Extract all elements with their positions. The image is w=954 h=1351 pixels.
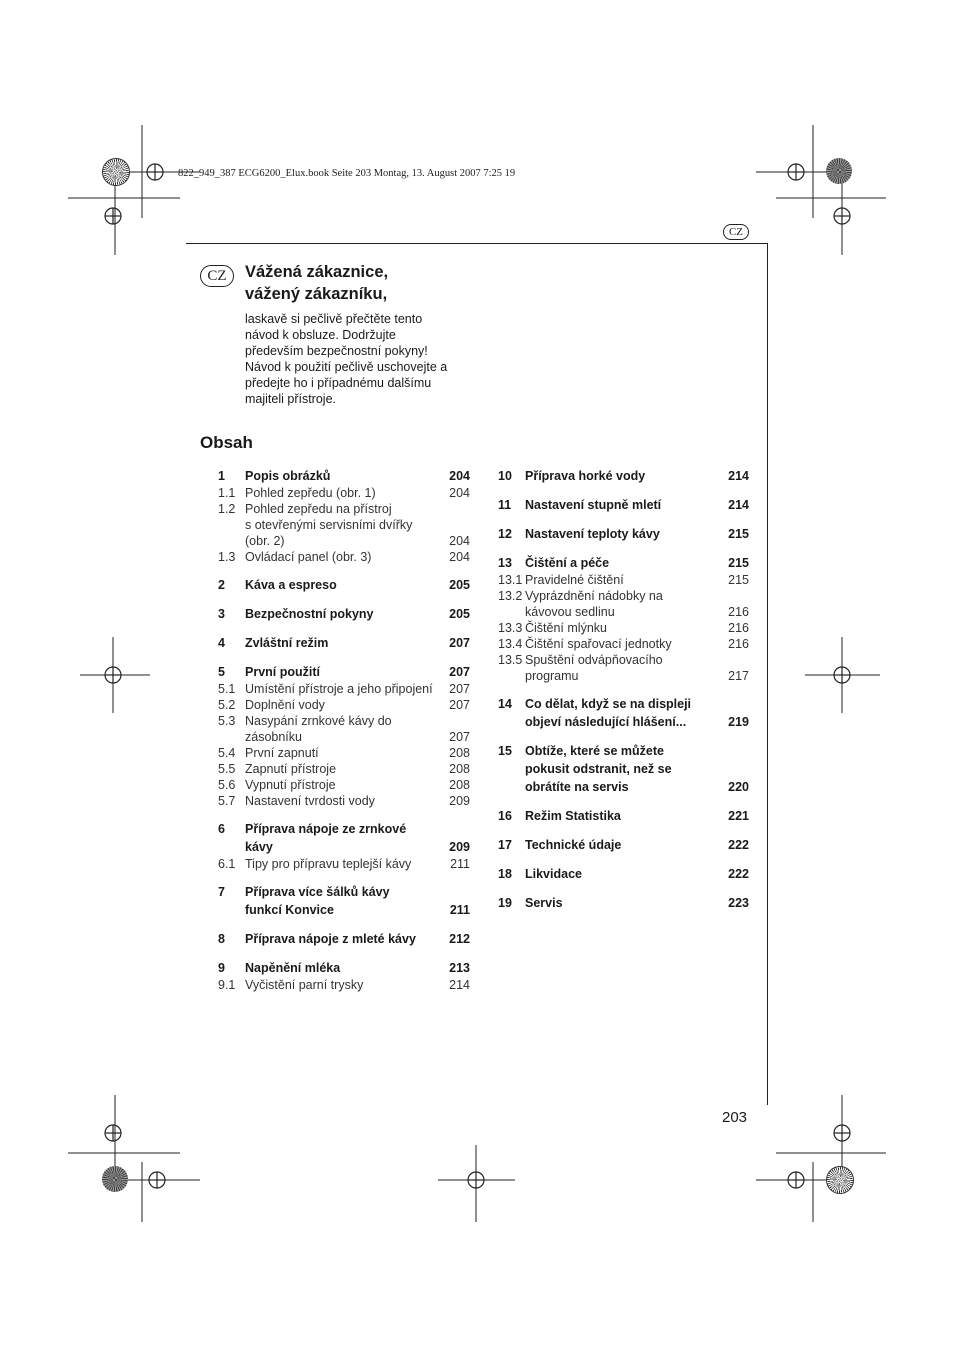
- intro-line: laskavě si pečlivě přečtěte tento: [245, 312, 423, 326]
- toc-entry-page: 216: [728, 621, 749, 635]
- toc-entry-number: 17: [498, 838, 512, 852]
- toc-entry-page: 207: [449, 682, 470, 696]
- toc-entry-number: 5: [218, 665, 225, 679]
- toc-entry-title: [525, 652, 749, 684]
- toc-entry-title: [245, 605, 470, 623]
- toc-section-entry: [218, 663, 470, 681]
- toc-entry-title-line: Nastavení tvrdosti vody: [245, 794, 375, 808]
- toc-entry-number: 16: [498, 809, 512, 823]
- toc-entry-title-line: První zapnutí: [245, 746, 319, 760]
- toc-entry-title-line: Doplnění vody: [245, 698, 325, 712]
- toc-entry-title: [525, 894, 749, 912]
- toc-subsection-entry: [498, 620, 749, 636]
- toc-entry-number: 6: [218, 822, 225, 836]
- toc-entry-number: 13.4: [498, 637, 523, 651]
- toc-entry-number: 11: [498, 498, 512, 512]
- greeting-heading: [245, 261, 388, 305]
- toc-entry-number: 7: [218, 885, 225, 899]
- registration-rosette-bottom-right: [826, 1166, 854, 1194]
- toc-entry-page: 221: [728, 809, 749, 823]
- toc-entry-page: 204: [449, 486, 470, 500]
- toc-subsection-entry: [218, 793, 470, 809]
- toc-entry-page: 213: [449, 961, 470, 975]
- toc-entry-title-line: Pohled zepředu na přístroj: [245, 502, 392, 516]
- toc-entry-number: 13.2: [498, 589, 523, 603]
- toc-subsection-entry: [218, 501, 470, 549]
- toc-entry-title-line: Příprava nápoje z mleté kávy: [245, 932, 416, 946]
- toc-section-entry: [218, 576, 470, 594]
- toc-section-entry: [498, 836, 749, 854]
- toc-subsection-entry: [218, 977, 470, 993]
- toc-entry-title: [245, 549, 470, 565]
- toc-section-entry: [218, 467, 470, 485]
- toc-entry-title-line: programu: [525, 669, 579, 683]
- toc-subsection-entry: [218, 549, 470, 565]
- toc-entry-title-line: Napěnění mléka: [245, 961, 341, 975]
- toc-entry-title: [525, 496, 749, 514]
- toc-entry-title-line: Nastavení stupně mletí: [525, 498, 662, 512]
- toc-entry-page: 204: [449, 534, 470, 548]
- toc-entry-title: [525, 467, 749, 485]
- toc-entry-title: [245, 681, 470, 697]
- toc-entry-title: [525, 865, 749, 883]
- toc-left-column: [218, 467, 470, 993]
- toc-section-entry: [498, 496, 749, 514]
- toc-entry-title-line: funkcí Konvice: [245, 903, 334, 917]
- frame-right-rule: [767, 243, 768, 1105]
- toc-section-entry: [498, 554, 749, 572]
- toc-section-entry: [498, 467, 749, 485]
- toc-entry-title: [245, 883, 470, 919]
- toc-entry-page: 214: [728, 469, 749, 483]
- toc-entry-page: 205: [449, 607, 470, 621]
- toc-section-entry: [498, 742, 749, 796]
- toc-entry-title-line: Čištění a péče: [525, 556, 610, 570]
- toc-entry-title: [245, 697, 470, 713]
- toc-entry-number: 5.4: [218, 746, 236, 760]
- toc-entry-title: [245, 663, 470, 681]
- toc-entry-page: 223: [728, 896, 749, 910]
- toc-entry-title-line: Servis: [525, 896, 563, 910]
- toc-section-entry: [218, 634, 470, 652]
- toc-entry-title-line: s otevřenými servisními dvířky: [245, 518, 413, 532]
- toc-entry-title: [245, 930, 470, 948]
- toc-entry-number: 1.2: [218, 502, 236, 516]
- toc-entry-title-line: Čištění mlýnku: [525, 621, 607, 635]
- intro-paragraph: [245, 311, 485, 407]
- toc-entry-page: 222: [728, 867, 749, 881]
- toc-entry-page: 204: [449, 469, 470, 483]
- toc-section-entry: [498, 695, 749, 731]
- toc-entry-title: [245, 467, 470, 485]
- toc-entry-title-line: Příprava nápoje ze zrnkové: [245, 822, 407, 836]
- toc-entry-page: 219: [728, 715, 749, 729]
- toc-entry-page: 222: [728, 838, 749, 852]
- toc-entry-title: [245, 777, 470, 793]
- toc-entry-title-line: Technické údaje: [525, 838, 622, 852]
- toc-entry-number: 9.1: [218, 978, 236, 992]
- registration-rosette-top-left: [102, 158, 130, 186]
- toc-entry-page: 207: [449, 665, 470, 679]
- toc-entry-title-line: Co dělat, když se na displeji: [525, 697, 692, 711]
- toc-entry-number: 4: [218, 636, 225, 650]
- toc-entry-page: 215: [728, 573, 749, 587]
- toc-entry-number: 9: [218, 961, 225, 975]
- toc-subsection-entry: [498, 652, 749, 684]
- toc-entry-title: [245, 856, 470, 872]
- toc-entry-page: 208: [449, 746, 470, 760]
- toc-subsection-entry: [498, 588, 749, 620]
- toc-entry-number: 12: [498, 527, 512, 541]
- toc-entry-title-line: Režim Statistika: [525, 809, 621, 823]
- toc-subsection-entry: [498, 636, 749, 652]
- toc-entry-page: 209: [449, 794, 470, 808]
- toc-entry-title-line: Ovládací panel (obr. 3): [245, 550, 372, 564]
- toc-entry-title: [525, 588, 749, 620]
- intro-line: především bezpečnostní pokyny!: [245, 344, 428, 358]
- intro-line: předejte ho i případnému dalšímu: [245, 376, 432, 390]
- toc-entry-number: 6.1: [218, 857, 236, 871]
- toc-entry-page: 205: [449, 578, 470, 592]
- toc-section-entry: [498, 525, 749, 543]
- toc-subsection-entry: [498, 572, 749, 588]
- toc-section-entry: [218, 930, 470, 948]
- toc-entry-title-line: Příprava více šálků kávy: [245, 885, 390, 899]
- toc-entry-page: 215: [728, 556, 749, 570]
- toc-entry-page: 204: [449, 550, 470, 564]
- toc-entry-page: 214: [728, 498, 749, 512]
- toc-section-entry: [498, 865, 749, 883]
- header-language-badge: CZ: [723, 224, 749, 240]
- toc-entry-page: 220: [728, 780, 749, 794]
- toc-entry-page: 215: [728, 527, 749, 541]
- toc-entry-title-line: objeví následující hlášení...: [525, 715, 687, 729]
- toc-entry-number: 14: [498, 697, 512, 711]
- toc-entry-title-line: Nasypání zrnkové kávy do: [245, 714, 392, 728]
- toc-entry-title-line: kávy: [245, 840, 273, 854]
- toc-entry-title-line: Obtíže, které se můžete: [525, 744, 664, 758]
- toc-entry-title-line: Spuštění odvápňovacího: [525, 653, 663, 667]
- toc-entry-title: [245, 634, 470, 652]
- toc-entry-page: 216: [728, 605, 749, 619]
- toc-entry-title: [245, 793, 470, 809]
- intro-line: majiteli přístroje.: [245, 392, 336, 406]
- toc-entry-number: 2: [218, 578, 225, 592]
- toc-entry-title: [525, 620, 749, 636]
- toc-entry-page: 207: [449, 636, 470, 650]
- toc-entry-number: 5.7: [218, 794, 236, 808]
- toc-subsection-entry: [218, 485, 470, 501]
- toc-entry-page: 208: [449, 778, 470, 792]
- toc-entry-title: [525, 807, 749, 825]
- toc-entry-title-line: Příprava horké vody: [525, 469, 646, 483]
- toc-entry-page: 211: [450, 857, 470, 871]
- toc-entry-page: 217: [728, 669, 749, 683]
- toc-entry-title: [245, 745, 470, 761]
- toc-entry-title-line: Vypnutí přístroje: [245, 778, 336, 792]
- toc-entry-title-line: zásobníku: [245, 730, 302, 744]
- toc-entry-title: [525, 525, 749, 543]
- toc-entry-title: [525, 695, 749, 731]
- toc-entry-title-line: Popis obrázků: [245, 469, 331, 483]
- toc-entry-number: 5.1: [218, 682, 236, 696]
- toc-section-entry: [498, 894, 749, 912]
- toc-entry-title-line: Pohled zepředu (obr. 1): [245, 486, 376, 500]
- toc-entry-title-line: kávovou sedlinu: [525, 605, 615, 619]
- toc-subsection-entry: [218, 713, 470, 745]
- toc-entry-number: 1: [218, 469, 225, 483]
- toc-entry-number: 19: [498, 896, 512, 910]
- print-slug: 822_949_387 ECG6200_Elux.book Seite 203 Montag, 13. August 2007 7:25 19: [178, 168, 516, 179]
- toc-entry-page: 209: [449, 840, 470, 854]
- toc-subsection-entry: [218, 777, 470, 793]
- intro-line: Návod k použití pečlivě uschovejte a: [245, 360, 448, 374]
- toc-entry-title: [245, 501, 470, 549]
- toc-entry-number: 5.5: [218, 762, 236, 776]
- toc-entry-title-line: obrátíte na servis: [525, 780, 629, 794]
- toc-entry-title-line: Čištění spařovací jednotky: [525, 637, 672, 651]
- toc-entry-number: 18: [498, 867, 512, 881]
- toc-entry-title: [525, 572, 749, 588]
- toc-entry-number: 5.2: [218, 698, 236, 712]
- toc-entry-title: [245, 713, 470, 745]
- toc-entry-title-line: První použití: [245, 665, 320, 679]
- toc-entry-number: 5.3: [218, 714, 236, 728]
- toc-entry-title: [245, 576, 470, 594]
- toc-section-entry: [218, 883, 470, 919]
- toc-entry-title-line: Vyčistění parní trysky: [245, 978, 364, 992]
- toc-entry-page: 208: [449, 762, 470, 776]
- toc-entry-number: 5.6: [218, 778, 236, 792]
- toc-entry-title-line: (obr. 2): [245, 534, 285, 548]
- toc-entry-title-line: Pravidelné čištění: [525, 573, 624, 587]
- toc-entry-page: 216: [728, 637, 749, 651]
- toc-entry-number: 13.5: [498, 653, 523, 667]
- toc-title: Obsah: [200, 433, 253, 452]
- toc-subsection-entry: [218, 761, 470, 777]
- toc-entry-number: 13.1: [498, 573, 523, 587]
- toc-entry-title-line: pokusit odstranit, než se: [525, 762, 672, 776]
- toc-entry-number: 1.1: [218, 486, 236, 500]
- toc-subsection-entry: [218, 856, 470, 872]
- toc-entry-title-line: Bezpečnostní pokyny: [245, 607, 374, 621]
- greeting-line: Vážená zákaznice,: [245, 263, 389, 281]
- toc-entry-title-line: Nastavení teploty kávy: [525, 527, 660, 541]
- toc-entry-title-line: Likvidace: [525, 867, 582, 881]
- toc-entry-number: 13: [498, 556, 512, 570]
- toc-entry-number: 8: [218, 932, 225, 946]
- toc-entry-number: 3: [218, 607, 225, 621]
- toc-entry-title-line: Tipy pro přípravu teplejší kávy: [245, 857, 412, 871]
- toc-subsection-entry: [218, 681, 470, 697]
- toc-section-entry: [218, 820, 470, 856]
- toc-entry-title: [245, 820, 470, 856]
- frame-top-rule: [186, 243, 768, 244]
- toc-subsection-entry: [218, 745, 470, 761]
- toc-entry-title: [245, 959, 470, 977]
- greeting-line: vážený zákazníku,: [245, 285, 388, 303]
- toc-entry-page: 207: [449, 698, 470, 712]
- toc-section-entry: [218, 959, 470, 977]
- toc-right-column: [498, 467, 749, 912]
- toc-subsection-entry: [218, 697, 470, 713]
- toc-entry-title: [525, 636, 749, 652]
- toc-entry-title-line: Umístění přístroje a jeho připojení: [245, 682, 433, 696]
- toc-entry-page: 212: [449, 932, 470, 946]
- language-badge: CZ: [200, 265, 234, 287]
- toc-entry-page: 214: [449, 978, 470, 992]
- toc-entry-title: [525, 742, 749, 796]
- toc-entry-title-line: Káva a espreso: [245, 578, 337, 592]
- toc-entry-number: 1.3: [218, 550, 236, 564]
- toc-entry-title: [245, 761, 470, 777]
- toc-entry-title: [245, 485, 470, 501]
- intro-line: návod k obsluze. Dodržujte: [245, 328, 396, 342]
- toc-entry-title-line: Vyprázdnění nádobky na: [525, 589, 663, 603]
- toc-section-entry: [498, 807, 749, 825]
- toc-entry-title-line: Zvláštní režim: [245, 636, 329, 650]
- toc-entry-title-line: Zapnutí přístroje: [245, 762, 337, 776]
- toc-entry-page: 211: [449, 903, 470, 917]
- page-number: 203: [722, 1109, 748, 1126]
- toc-entry-number: 15: [498, 744, 512, 758]
- registration-rosette-bottom-left: [102, 1166, 128, 1192]
- toc-section-entry: [218, 605, 470, 623]
- toc-entry-title: [525, 554, 749, 572]
- toc-entry-title: [245, 977, 470, 993]
- toc-entry-title: [525, 836, 749, 854]
- toc-entry-number: 10: [498, 469, 512, 483]
- registration-rosette-top-right: [826, 158, 852, 184]
- toc-entry-number: 13.3: [498, 621, 523, 635]
- toc-entry-page: 207: [449, 730, 470, 744]
